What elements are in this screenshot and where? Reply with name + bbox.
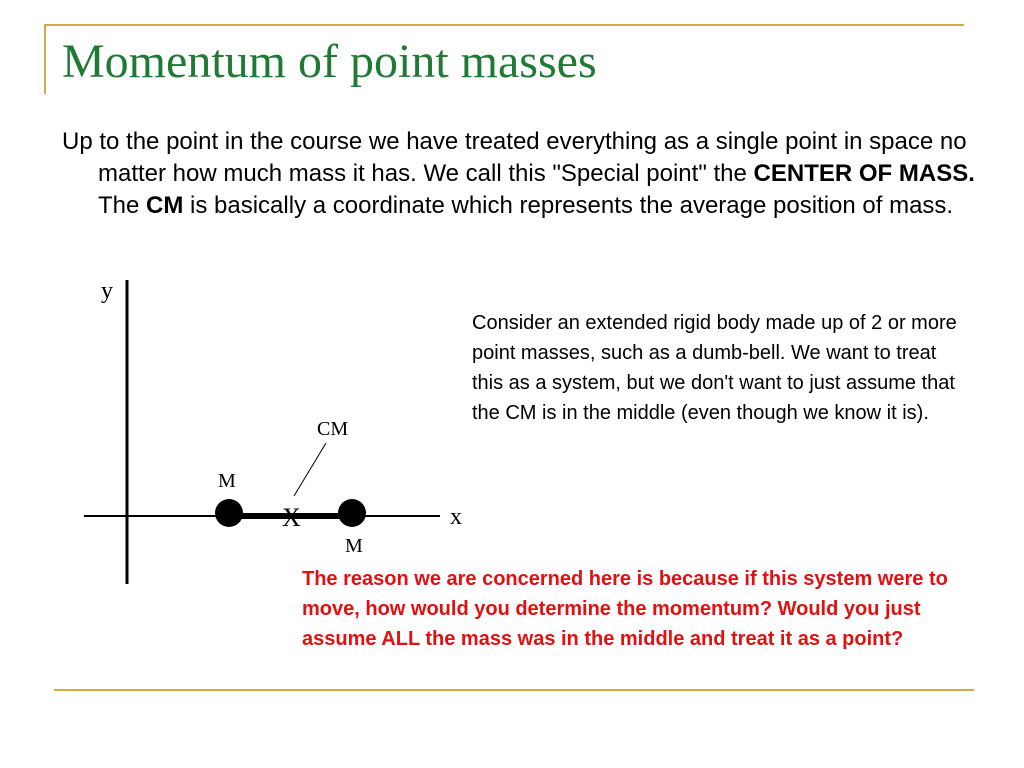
y-axis-label: y bbox=[101, 278, 113, 304]
frame-left-rule bbox=[44, 24, 46, 94]
dumbbell-diagram bbox=[68, 268, 470, 586]
description-paragraph: Consider an extended rigid body made up of 2 or more point masses, such as a dumb-bell. We want to treat this as a system, but we don't want to just assume that the CM is in the middle (even though we know it is). bbox=[472, 312, 957, 424]
intro-text-2: The bbox=[98, 192, 147, 219]
frame-bottom-rule bbox=[54, 689, 974, 691]
cm-marker: X bbox=[282, 503, 301, 532]
mass-left bbox=[215, 499, 243, 527]
x-axis-label: x bbox=[450, 504, 462, 530]
red-note-paragraph: The reason we are concerned here is because if this system were to move, how would you determine the momentum? Would you just assume ALL the mass was in the middle and treat it as a point? bbox=[302, 568, 948, 650]
mass-right-label: M bbox=[345, 535, 363, 557]
mass-left-label: M bbox=[218, 470, 236, 492]
intro-paragraph bbox=[62, 126, 1004, 222]
cm-label: CM bbox=[317, 418, 349, 440]
frame-top-rule bbox=[44, 24, 964, 26]
intro-bold-center-of-mass: CENTER OF MASS. bbox=[753, 160, 975, 187]
slide-title: Momentum of point masses bbox=[62, 35, 597, 88]
mass-right bbox=[338, 499, 366, 527]
intro-bold-cm: CM bbox=[146, 192, 184, 219]
intro-text-3: is basically a coordinate which represents the average position of mass. bbox=[183, 192, 954, 219]
intro-text-1: Up to the point in the course we have treated everything as a single point in space no matter how much mass it has. We call this "Special point" the bbox=[62, 128, 967, 187]
